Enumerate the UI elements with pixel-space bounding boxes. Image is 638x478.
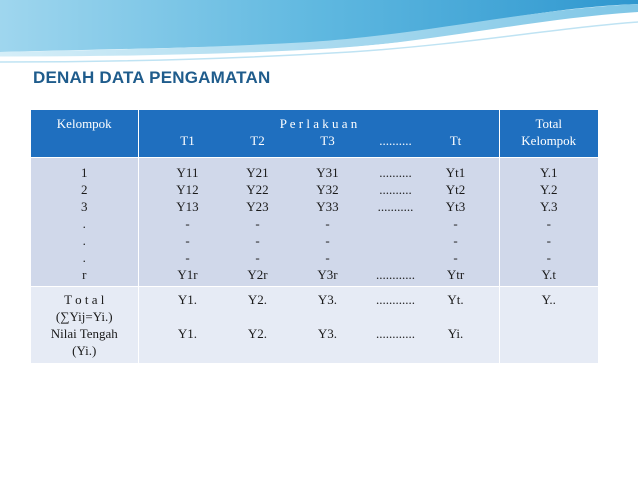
observation-row bbox=[139, 181, 499, 198]
header-kelompok-label: Kelompok bbox=[56, 116, 112, 131]
treatment-header-line bbox=[139, 132, 499, 149]
header-total-label: Total bbox=[535, 116, 563, 131]
observation-value: - bbox=[325, 233, 330, 248]
observation-value: - bbox=[185, 216, 190, 231]
treatment-total: Yt. bbox=[447, 292, 464, 307]
mean-label: Nilai Tengah bbox=[50, 326, 118, 341]
observation-values-column bbox=[138, 158, 499, 287]
kelompok-item: 2 bbox=[81, 182, 88, 197]
observation-value: Y3r bbox=[317, 267, 338, 282]
row-total: - bbox=[546, 216, 551, 231]
total-formula-label: (∑Yij=Yi.) bbox=[55, 309, 113, 324]
row-total: Y.3 bbox=[540, 199, 558, 214]
observation-value: Y12 bbox=[176, 182, 199, 197]
observation-value: Y23 bbox=[246, 199, 269, 214]
observation-value: Y11 bbox=[176, 165, 199, 180]
observation-value: Y2r bbox=[247, 267, 268, 282]
treatment-total: Y3. bbox=[317, 292, 338, 307]
observation-value: Yt3 bbox=[445, 199, 466, 214]
observation-value: Ytr bbox=[446, 267, 465, 282]
observation-value: - bbox=[255, 250, 260, 265]
observation-value: - bbox=[255, 233, 260, 248]
treatment-mean: Yi. bbox=[447, 326, 464, 341]
observation-value: - bbox=[453, 233, 458, 248]
observation-value: Y32 bbox=[316, 182, 339, 197]
observation-row bbox=[139, 249, 499, 266]
treatment-mean: Y2. bbox=[247, 326, 268, 341]
kelompok-item: 1 bbox=[81, 165, 88, 180]
observation-value: Y1r bbox=[177, 267, 198, 282]
kelompok-item: . bbox=[82, 233, 86, 248]
kelompok-item: 3 bbox=[81, 199, 88, 214]
treatment-mean: Y1. bbox=[177, 326, 198, 341]
observation-row bbox=[139, 232, 499, 249]
observation-value: .......... bbox=[379, 165, 412, 180]
mean-sub-label: (Yi.) bbox=[72, 343, 97, 358]
observation-value: - bbox=[453, 216, 458, 231]
header-wave-decoration bbox=[0, 0, 638, 70]
table-header-row bbox=[31, 110, 598, 158]
treatment-mean: ............ bbox=[376, 326, 415, 341]
grand-total: Y.. bbox=[541, 292, 556, 307]
row-totals-column bbox=[499, 158, 598, 287]
header-kelompok bbox=[31, 110, 138, 158]
treatment-header: T2 bbox=[250, 133, 265, 148]
observation-value: - bbox=[325, 250, 330, 265]
data-layout-table bbox=[31, 110, 598, 363]
treatment-header: .......... bbox=[379, 133, 412, 148]
observation-value: - bbox=[255, 216, 260, 231]
observation-row bbox=[139, 266, 499, 283]
kelompok-item: r bbox=[82, 267, 87, 282]
row-total: Y.t bbox=[541, 267, 557, 282]
observation-row bbox=[139, 215, 499, 232]
row-total: Y.2 bbox=[540, 182, 558, 197]
total-values-row bbox=[139, 291, 499, 308]
grand-total-cell bbox=[499, 287, 598, 364]
observation-value: Y33 bbox=[316, 199, 339, 214]
treatment-total: ............ bbox=[376, 292, 415, 307]
treatment-header: Tt bbox=[449, 133, 462, 148]
table-body-row bbox=[31, 158, 598, 287]
observation-value: - bbox=[185, 233, 190, 248]
treatment-total: Y2. bbox=[247, 292, 268, 307]
table-total-row bbox=[31, 287, 598, 364]
spacer-line bbox=[139, 308, 499, 325]
observation-value: - bbox=[325, 216, 330, 231]
observation-value: - bbox=[185, 250, 190, 265]
observation-value: ........... bbox=[377, 199, 414, 214]
observation-row bbox=[139, 164, 499, 181]
observation-value: - bbox=[453, 250, 458, 265]
kelompok-item: . bbox=[82, 250, 86, 265]
observation-value: ............ bbox=[376, 267, 415, 282]
observation-value: Y13 bbox=[176, 199, 199, 214]
row-total: Y.1 bbox=[540, 165, 558, 180]
treatment-mean: Y3. bbox=[317, 326, 338, 341]
header-perlakuan-label: P e r l a k u a n bbox=[279, 116, 358, 131]
row-total: - bbox=[546, 233, 551, 248]
slide-title: DENAH DATA PENGAMATAN bbox=[33, 68, 271, 87]
treatment-header: T1 bbox=[180, 133, 195, 148]
treatment-total: Y1. bbox=[177, 292, 198, 307]
header-total-kelompok bbox=[499, 110, 598, 158]
total-mean-values bbox=[138, 287, 499, 364]
treatment-header: T3 bbox=[320, 133, 335, 148]
row-total: - bbox=[546, 250, 551, 265]
observation-row bbox=[139, 198, 499, 215]
kelompok-item: . bbox=[82, 216, 86, 231]
total-mean-labels bbox=[31, 287, 138, 364]
header-kelompok-sub-label: Kelompok bbox=[521, 133, 577, 148]
observation-value: Y31 bbox=[316, 165, 339, 180]
total-label: T o t a l bbox=[64, 292, 105, 307]
observation-value: Y21 bbox=[246, 165, 269, 180]
observation-value: .......... bbox=[379, 182, 412, 197]
header-perlakuan bbox=[138, 110, 499, 158]
observation-value: Y22 bbox=[246, 182, 269, 197]
kelompok-column bbox=[31, 158, 138, 287]
observation-value: Yt1 bbox=[445, 165, 466, 180]
mean-values-row bbox=[139, 325, 499, 342]
observation-value: Yt2 bbox=[445, 182, 466, 197]
